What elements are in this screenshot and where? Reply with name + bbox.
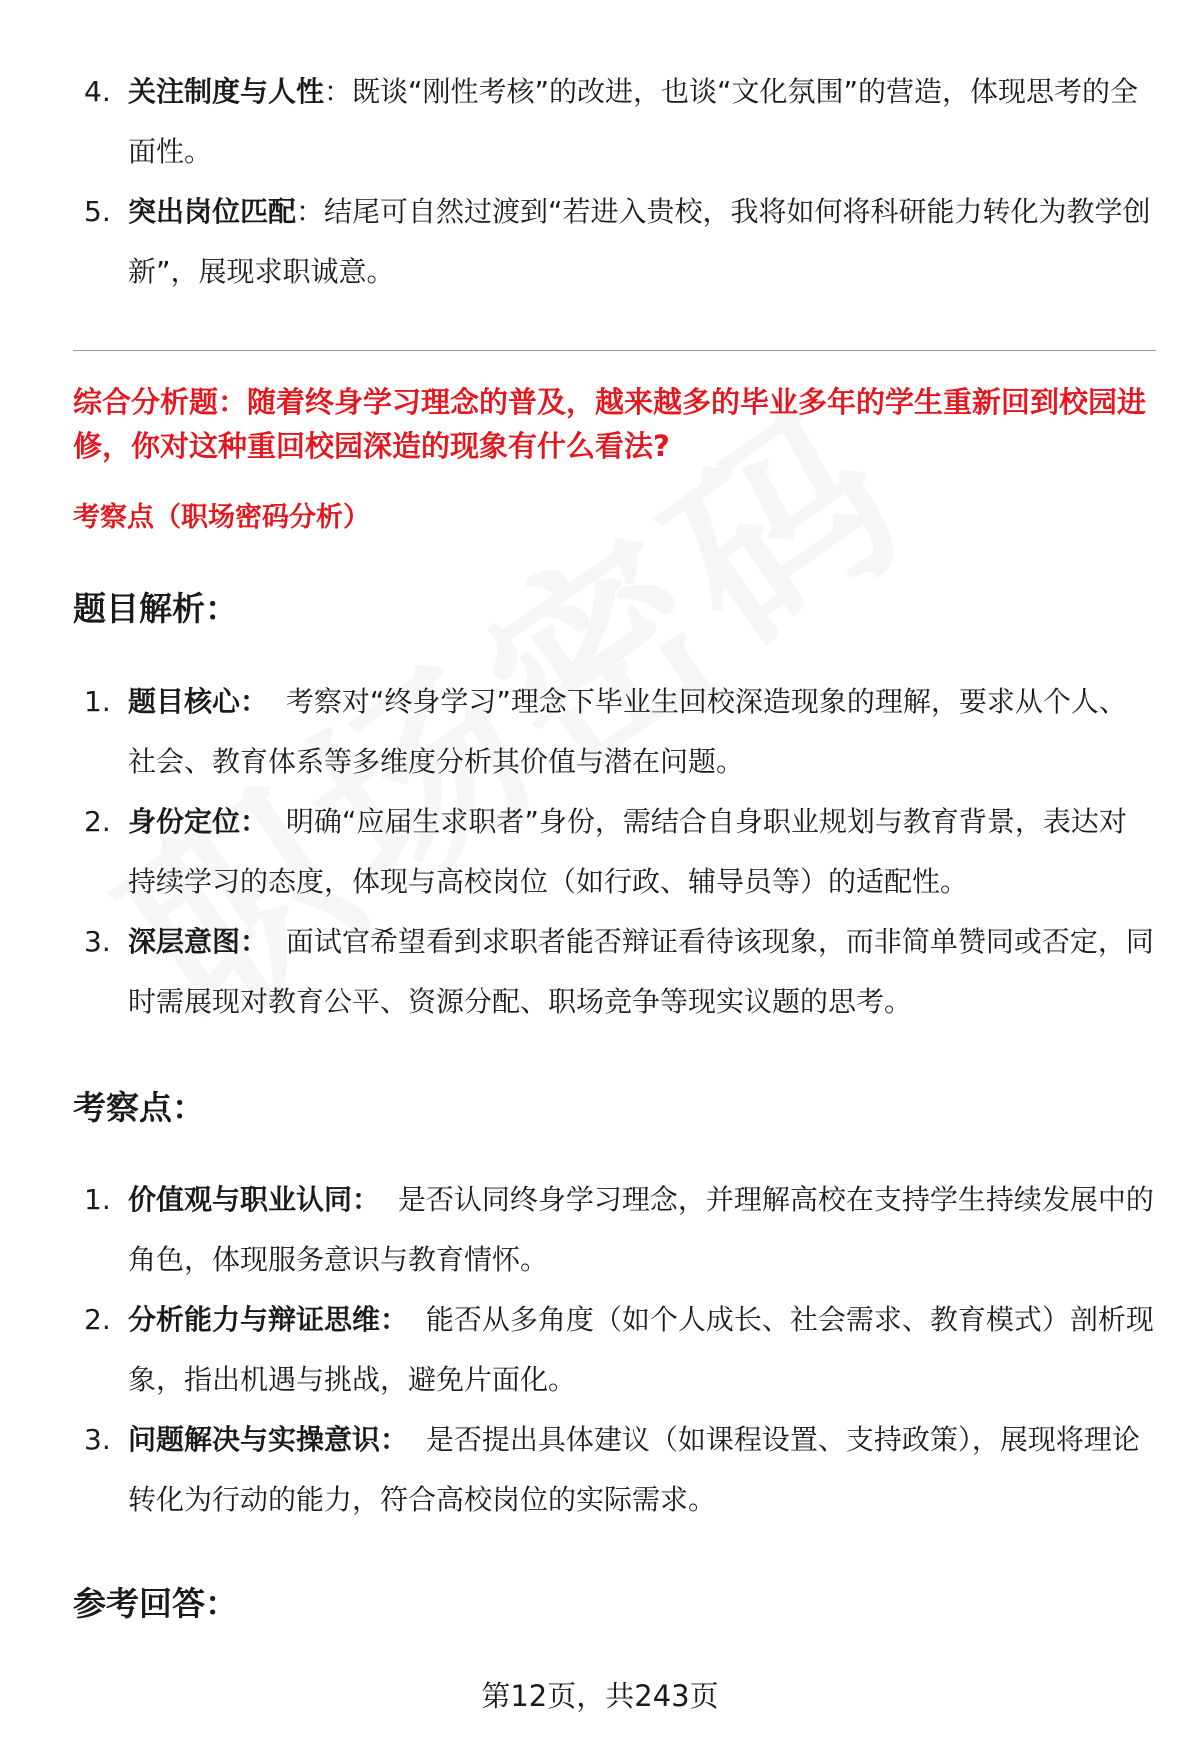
item-text: 考察对“终身学习”理念下毕业生回校深造现象的理解，要求从个人、社会、教育体系等多维度分析其价值与潜在问题。 (128, 685, 1127, 778)
item-text: 明确“应届生求职者”身份，需结合自身职业规划与教育背景，表达对持续学习的态度，体现与高校岗位（如行政、辅导员等）的适配性。 (128, 805, 1127, 898)
list-number: 5. (84, 195, 111, 228)
item-title: 突出岗位匹配 (128, 195, 297, 228)
item-text: 结尾可自然过渡到“若进入贵校，我将如何将科研能力转化为教学创新”，展现求职诚意。 (128, 195, 1151, 288)
list-number: 3. (84, 1423, 111, 1456)
kaodian-tag: 考察点（职场密码分析） (73, 502, 370, 533)
list-item (84, 672, 1154, 792)
item-title: 分析能力与辩证思维： (128, 1303, 409, 1336)
item-title: 问题解决与实操意识： (128, 1423, 409, 1456)
top-list (84, 62, 1154, 302)
list-item (84, 1170, 1154, 1290)
analysis-heading: 题目解析： (73, 589, 238, 628)
item-title: 题目核心： (128, 685, 269, 718)
list-item (84, 1410, 1154, 1530)
list-number: 1. (84, 685, 111, 718)
points-list (84, 1170, 1154, 1530)
item-title: 深层意图： (128, 925, 269, 958)
item-title: 身份定位： (128, 805, 269, 838)
list-number: 3. (84, 925, 111, 958)
list-item (84, 1290, 1154, 1410)
item-text: 是否认同终身学习理念，并理解高校在支持学生持续发展中的角色，体现服务意识与教育情怀。 (128, 1183, 1154, 1276)
item-text: 既谈“刚性考核”的改进，也谈“文化氛围”的营造，体现思考的全面性。 (128, 75, 1139, 168)
item-title: 价值观与职业认同： (128, 1183, 381, 1216)
item-title: 关注制度与人性 (128, 75, 325, 108)
answer-heading: 参考回答： (73, 1584, 238, 1623)
list-number: 4. (84, 75, 111, 108)
list-number: 2. (84, 805, 111, 838)
item-separator: ： (324, 75, 353, 108)
analysis-list (84, 672, 1154, 1032)
item-separator: ： (296, 195, 325, 228)
item-text: 面试官希望看到求职者能否辩证看待该现象，而非简单赞同或否定，同时需展现对教育公平、资源分配、职场竞争等现实议题的思考。 (128, 925, 1154, 1018)
list-item (84, 62, 1154, 182)
question-title: 综合分析题：随着终身学习理念的普及，越来越多的毕业多年的学生重新回到校园进修，你对这种重回校园深造的现象有什么看法? (73, 385, 1147, 463)
list-item (84, 182, 1154, 302)
section-divider (73, 350, 1156, 351)
list-item (84, 912, 1154, 1032)
list-item (84, 792, 1154, 912)
list-number: 2. (84, 1303, 111, 1336)
points-heading: 考察点： (73, 1088, 205, 1127)
page-footer: 第12页，共243页 (481, 1679, 719, 1713)
item-text: 能否从多角度（如个人成长、社会需求、教育模式）剖析现象，指出机遇与挑战，避免片面化。 (128, 1303, 1154, 1396)
item-text: 是否提出具体建议（如课程设置、支持政策），展现将理论转化为行动的能力，符合高校岗位的实际需求。 (128, 1423, 1140, 1516)
list-number: 1. (84, 1183, 111, 1216)
